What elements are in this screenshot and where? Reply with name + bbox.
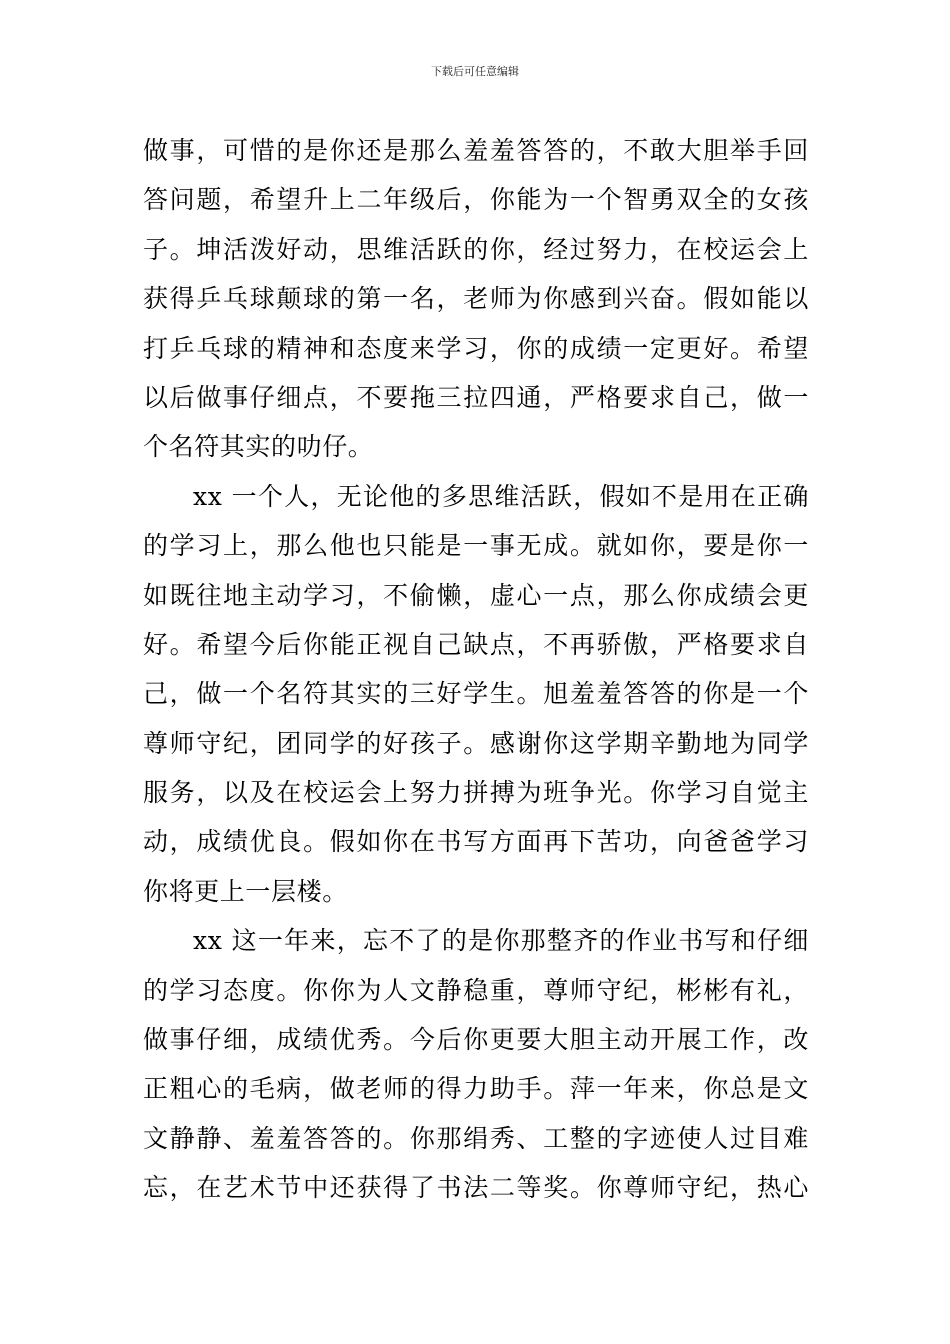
- paragraph-1-line-7: 个名符其实的叻仔。: [143, 432, 374, 462]
- paragraph-1-line-6: 以后做事仔细点，不要拖三拉四通，严格要求自己，做一: [143, 382, 809, 412]
- paragraph-1-line-2: 答问题，希望升上二年级后，你能为一个智勇双全的女孩: [143, 185, 809, 215]
- paragraph-3-line-2: 的学习态度。你你为人文静稳重，尊师守纪，彬彬有礼，: [143, 975, 809, 1005]
- page-header: 下载后可任意编辑: [431, 65, 519, 78]
- paragraph-2-line-6: 尊师守纪，团同学的好孩子。感谢你这学期辛勤地为同学: [143, 728, 809, 758]
- paragraph-3-line-1: xx 这一年来，忘不了的是你那整齐的作业书写和仔细: [193, 926, 809, 956]
- paragraph-2-line-2: 的学习上，那么他也只能是一事无成。就如你，要是你一: [143, 531, 809, 561]
- paragraph-3-line-3: 做事仔细，成绩优秀。今后你更要大胆主动开展工作，改: [143, 1025, 809, 1055]
- paragraph-1-line-3: 子。坤活泼好动，思维活跃的你，经过努力，在校运会上: [143, 234, 809, 264]
- paragraph-2-line-7: 服务，以及在校运会上努力拼搏为班争光。你学习自觉主: [143, 778, 809, 808]
- paragraph-2-line-3: 如既往地主动学习，不偷懒，虚心一点，那么你成绩会更: [143, 580, 809, 610]
- paragraph-2-line-4: 好。希望今后你能正视自己缺点，不再骄傲，严格要求自: [143, 629, 809, 659]
- paragraph-3-line-6: 忘，在艺术节中还获得了书法二等奖。你尊师守纪，热心: [143, 1173, 809, 1203]
- paragraph-3-line-5: 文静静、羞羞答答的。你那绢秀、工整的字迹使人过目难: [143, 1123, 809, 1153]
- paragraph-2-line-9: 你将更上一层楼。: [143, 876, 348, 906]
- paragraph-1-line-4: 获得乒乓球颠球的第一名，老师为你感到兴奋。假如能以: [143, 284, 809, 314]
- paragraph-2-line-1: xx 一个人，无论他的多思维活跃，假如不是用在正确: [193, 481, 809, 511]
- paragraph-3-line-4: 正粗心的毛病，做老师的得力助手。萍一年来，你总是文: [143, 1074, 809, 1104]
- paragraph-1-line-5: 打乒乓球的精神和态度来学习，你的成绩一定更好。希望: [143, 333, 809, 363]
- document-body: [143, 126, 809, 1213]
- paragraph-2-line-8: 动，成绩优良。假如你在书写方面再下苦功，向爸爸学习: [143, 827, 809, 857]
- paragraph-2-line-5: 己，做一个名符其实的三好学生。旭羞羞答答的你是一个: [143, 679, 809, 709]
- paragraph-1-line-1: 做事，可惜的是你还是那么羞羞答答的，不敢大胆举手回: [143, 136, 809, 165]
